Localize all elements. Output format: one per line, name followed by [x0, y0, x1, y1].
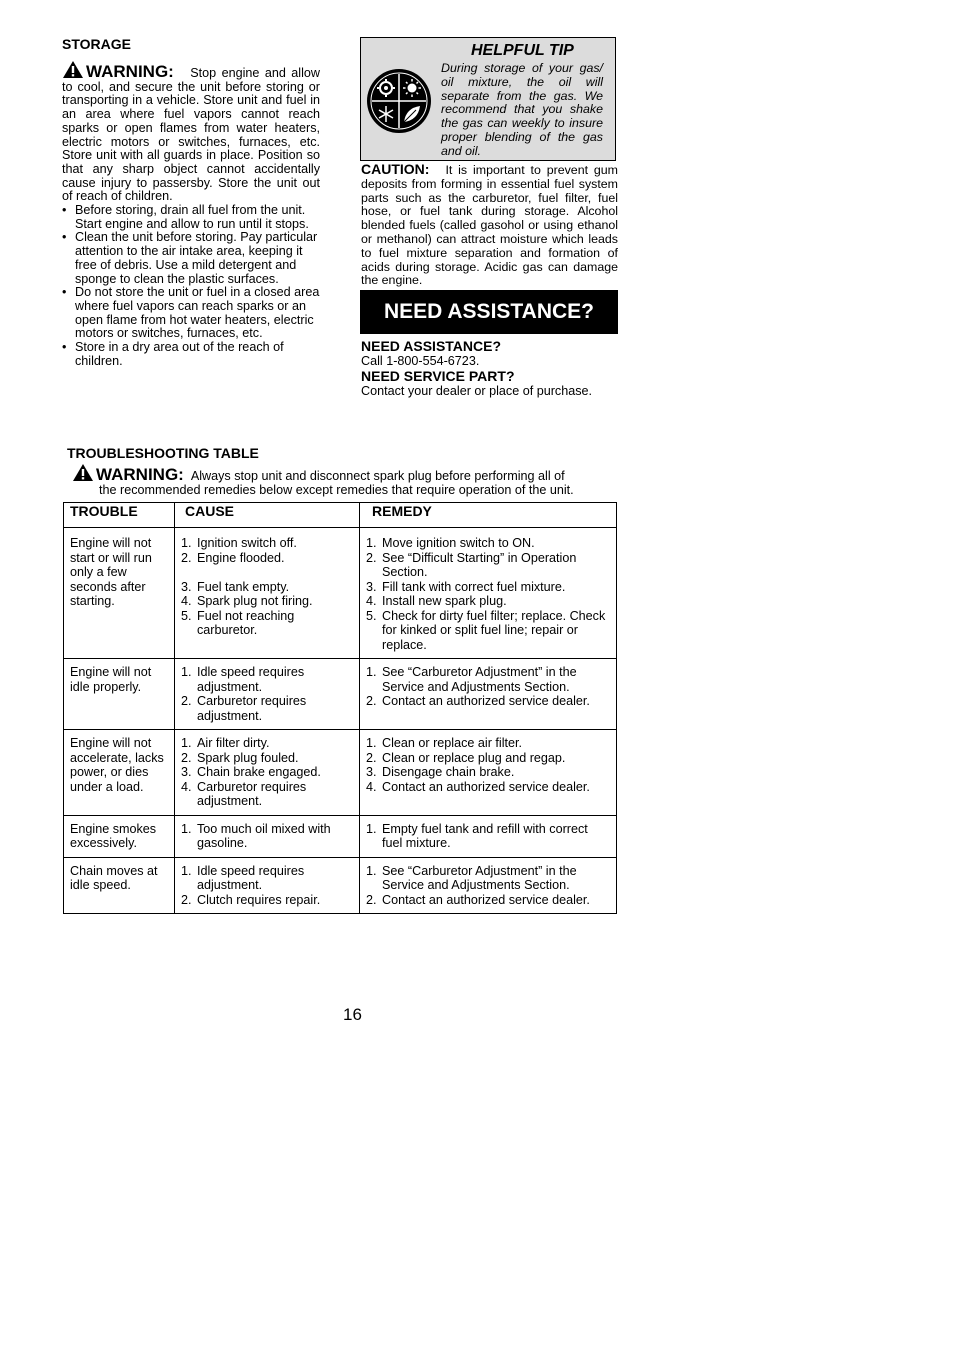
- trouble-cell: Engine will not idle properly.: [64, 659, 175, 730]
- storage-section: [62, 36, 320, 368]
- remedy-cell: [360, 815, 617, 857]
- storage-bullet: • Before storing, drain all fuel from the unit. Start engine and allow to run until it stops.: [62, 204, 320, 231]
- item-number: 1.: [366, 665, 377, 679]
- item-number: 2.: [181, 892, 192, 907]
- troubleshooting-warning-line1: Always stop unit and disconnect spark plug before performing all of: [190, 469, 565, 483]
- cause-cell: [175, 528, 360, 659]
- remedy-item: [366, 665, 610, 694]
- remedy-item: [366, 822, 610, 851]
- table-row: [64, 730, 617, 816]
- item-number: 4.: [181, 594, 192, 608]
- caution-text: It is important to prevent gum deposits from forming in essential fuel system parts such as the carburetor, fuel filter, fuel hose, or fuel tank during storage. Alcohol blended fuels (called gasohol or using ethanol or methanol) can attract moisture which leads to fuel mixture separation and formation of acids during storage. Acidic gas can damage the engine.: [361, 163, 618, 288]
- header-remedy: REMEDY: [360, 503, 617, 528]
- caution-paragraph: [361, 163, 618, 288]
- cause-list: [181, 822, 353, 851]
- item-number: 1.: [181, 665, 192, 679]
- cause-cell: [175, 659, 360, 730]
- troubleshooting-rows: [64, 528, 617, 914]
- remedy-item: [366, 609, 610, 653]
- item-number: 2.: [181, 694, 192, 708]
- item-number: 5.: [181, 608, 192, 623]
- trouble-cell: Engine will not start or will run only a few seconds after starting.: [64, 528, 175, 659]
- storage-warning-label: WARNING:: [86, 62, 174, 81]
- item-number: 2.: [181, 550, 192, 565]
- service-part-text: Contact your dealer or place of purchase.: [361, 384, 593, 398]
- header-cause: CAUSE: [175, 503, 360, 528]
- item-text: Clutch requires repair.: [197, 892, 321, 907]
- cause-item: [181, 580, 353, 595]
- item-text: Install new spark plug.: [382, 594, 507, 608]
- storage-bullet: • Store in a dry area out of the reach of children.: [62, 341, 320, 368]
- cause-item: [181, 751, 353, 766]
- remedy-list: [366, 822, 610, 851]
- item-text: Carburetor requires adjustment.: [197, 779, 307, 808]
- remedy-cell: [360, 659, 617, 730]
- item-number: 3.: [366, 579, 377, 594]
- table-row: [64, 528, 617, 659]
- caution-label: CAUTION:: [361, 161, 430, 177]
- item-number: 4.: [366, 594, 377, 608]
- item-number: 1.: [181, 863, 192, 878]
- item-text: Fill tank with correct fuel mixture.: [382, 579, 566, 594]
- item-text: See “Carburetor Adjustment” in the Service and Adjustments Section.: [382, 863, 577, 892]
- table-row: [64, 857, 617, 914]
- remedy-item: [366, 580, 610, 595]
- cause-item: [181, 822, 353, 851]
- remedy-list: [366, 536, 610, 652]
- assistance-heading: NEED ASSISTANCE?: [361, 338, 502, 354]
- warning-triangle-icon: [72, 463, 94, 482]
- remedy-item: [366, 536, 610, 551]
- remedy-cell: [360, 730, 617, 816]
- remedy-item: [366, 594, 610, 609]
- item-text: Spark plug fouled.: [197, 750, 299, 765]
- remedy-item: [366, 694, 610, 709]
- cause-cell: [175, 857, 360, 914]
- warning-triangle-icon: [62, 60, 84, 79]
- cause-list: [181, 665, 353, 723]
- item-text: Move ignition switch to ON.: [382, 536, 535, 550]
- remedy-item: [366, 893, 610, 908]
- cause-item: [181, 736, 353, 751]
- cause-item: [181, 536, 353, 551]
- troubleshooting-warning: [72, 463, 612, 497]
- helpful-tip-title: HELPFUL TIP: [471, 42, 574, 59]
- remedy-item: [366, 551, 610, 580]
- remedy-cell: [360, 857, 617, 914]
- helpful-tip-box: [360, 37, 616, 161]
- cause-item: [181, 864, 353, 893]
- remedy-item: [366, 736, 610, 751]
- cause-cell: [175, 815, 360, 857]
- item-number: 5.: [366, 608, 377, 623]
- item-text: Air filter dirty.: [197, 736, 270, 750]
- remedy-item: [366, 765, 610, 780]
- item-text: Clean or replace air filter.: [382, 736, 522, 750]
- storage-warning-text: Stop engine and allow to cool, and secure the unit before storing or transporting in a vehicle. Store unit and fuel in an area where fuel vapors cannot reach sparks or open flames from water heaters, electric motors or switches, furnaces, etc. Store unit with all guards in place. Position so that any sharp object cannot accidentally cause injury to passersby. Store the unit out of reach of children.: [62, 66, 321, 204]
- item-number: 4.: [181, 779, 192, 794]
- item-text: Contact an authorized service dealer.: [382, 779, 590, 794]
- page-number: 16: [343, 1005, 362, 1024]
- troubleshooting-table: [63, 502, 617, 914]
- storage-title: STORAGE: [62, 36, 131, 52]
- remedy-list: [366, 665, 610, 709]
- remedy-cell: [360, 528, 617, 659]
- item-number: 3.: [181, 765, 192, 779]
- cause-item: [181, 551, 353, 566]
- header-trouble: TROUBLE: [64, 503, 175, 528]
- remedy-item: [366, 780, 610, 795]
- item-text: Idle speed requires adjustment.: [197, 665, 305, 694]
- storage-bullets: [62, 204, 320, 368]
- seasons-emblem-icon: [366, 68, 432, 134]
- item-text: Empty fuel tank and refill with correct fuel mixture.: [382, 821, 588, 850]
- cause-list: [181, 536, 353, 638]
- item-text: Contact an authorized service dealer.: [382, 892, 590, 907]
- item-number: 2.: [181, 750, 192, 765]
- item-number: 2.: [366, 550, 377, 565]
- item-text: Check for dirty fuel filter; replace. Check for kinked or split fuel line; repair or replace.: [382, 608, 606, 652]
- item-text: Fuel tank empty.: [197, 579, 290, 594]
- cause-item: [181, 893, 353, 908]
- item-number: 3.: [366, 765, 377, 779]
- storage-bullet: • Do not store the unit or fuel in a closed area where fuel vapors can reach sparks or an open flame from hot water heaters, electric motors or switches, furnaces, etc.: [62, 286, 320, 341]
- storage-bullet: • Clean the unit before storing. Pay particular attention to the air intake area, keeping it free of debris. Use a mild detergent and sponge to clean the plastic surfaces.: [62, 231, 320, 286]
- remedy-list: [366, 864, 610, 908]
- trouble-cell: Chain moves at idle speed.: [64, 857, 175, 914]
- item-text: See “Carburetor Adjustment” in the Service and Adjustments Section.: [382, 665, 577, 694]
- helpful-tip-text: During storage of your gas/ oil mixture, the oil will separate from the gas. We recommend that you shake the gas can weekly to insure proper blending of the gas and oil.: [441, 61, 603, 158]
- item-text: Disengage chain brake.: [382, 765, 515, 779]
- item-number: 2.: [366, 892, 377, 907]
- item-number: 2.: [366, 750, 377, 765]
- need-assistance-banner: NEED ASSISTANCE?: [360, 290, 618, 334]
- item-number: 2.: [366, 694, 377, 708]
- cause-item: [181, 594, 353, 609]
- troubleshooting-warning-line2: the recommended remedies below except remedies that require operation of the unit.: [99, 483, 574, 497]
- trouble-cell: Engine will not accelerate, lacks power, or dies under a load.: [64, 730, 175, 816]
- item-number: 1.: [181, 821, 192, 836]
- item-number: 3.: [181, 579, 192, 594]
- cause-cell: [175, 730, 360, 816]
- troubleshooting-warning-label: WARNING:: [96, 465, 184, 484]
- item-text: Engine flooded.: [197, 550, 285, 565]
- item-text: Fuel not reaching carburetor.: [197, 608, 295, 637]
- item-number: 1.: [366, 821, 377, 836]
- cause-item: [181, 609, 353, 638]
- cause-list: [181, 736, 353, 809]
- assistance-phone: Call 1-800-554-6723.: [361, 354, 480, 368]
- remedy-item: [366, 751, 610, 766]
- table-row: [64, 815, 617, 857]
- troubleshooting-title: TROUBLESHOOTING TABLE: [67, 445, 259, 461]
- item-number: 1.: [366, 536, 377, 550]
- item-text: Idle speed requires adjustment.: [197, 863, 305, 892]
- item-number: 1.: [181, 736, 192, 750]
- list-spacer: [181, 565, 353, 580]
- item-text: Carburetor requires adjustment.: [197, 694, 307, 723]
- assistance-info: [361, 338, 621, 398]
- item-number: 1.: [181, 536, 192, 550]
- item-text: Ignition switch off.: [197, 536, 297, 550]
- item-text: Contact an authorized service dealer.: [382, 694, 590, 708]
- item-number: 4.: [366, 779, 377, 794]
- item-text: Spark plug not firing.: [197, 594, 313, 608]
- item-text: Chain brake engaged.: [197, 765, 321, 779]
- item-text: Clean or replace plug and regap.: [382, 750, 566, 765]
- service-part-heading: NEED SERVICE PART?: [361, 368, 515, 384]
- item-text: Too much oil mixed with gasoline.: [197, 821, 331, 850]
- cause-item: [181, 665, 353, 694]
- table-row: [64, 659, 617, 730]
- remedy-item: [366, 864, 610, 893]
- cause-item: [181, 765, 353, 780]
- remedy-list: [366, 736, 610, 794]
- cause-item: [181, 694, 353, 723]
- table-header-row: [64, 503, 617, 528]
- item-text: See “Difficult Starting” in Operation Section.: [382, 550, 577, 579]
- cause-item: [181, 780, 353, 809]
- trouble-cell: Engine smokes excessively.: [64, 815, 175, 857]
- cause-list: [181, 864, 353, 908]
- storage-warning: [62, 60, 320, 204]
- item-number: 1.: [366, 736, 377, 750]
- item-number: 1.: [366, 863, 377, 878]
